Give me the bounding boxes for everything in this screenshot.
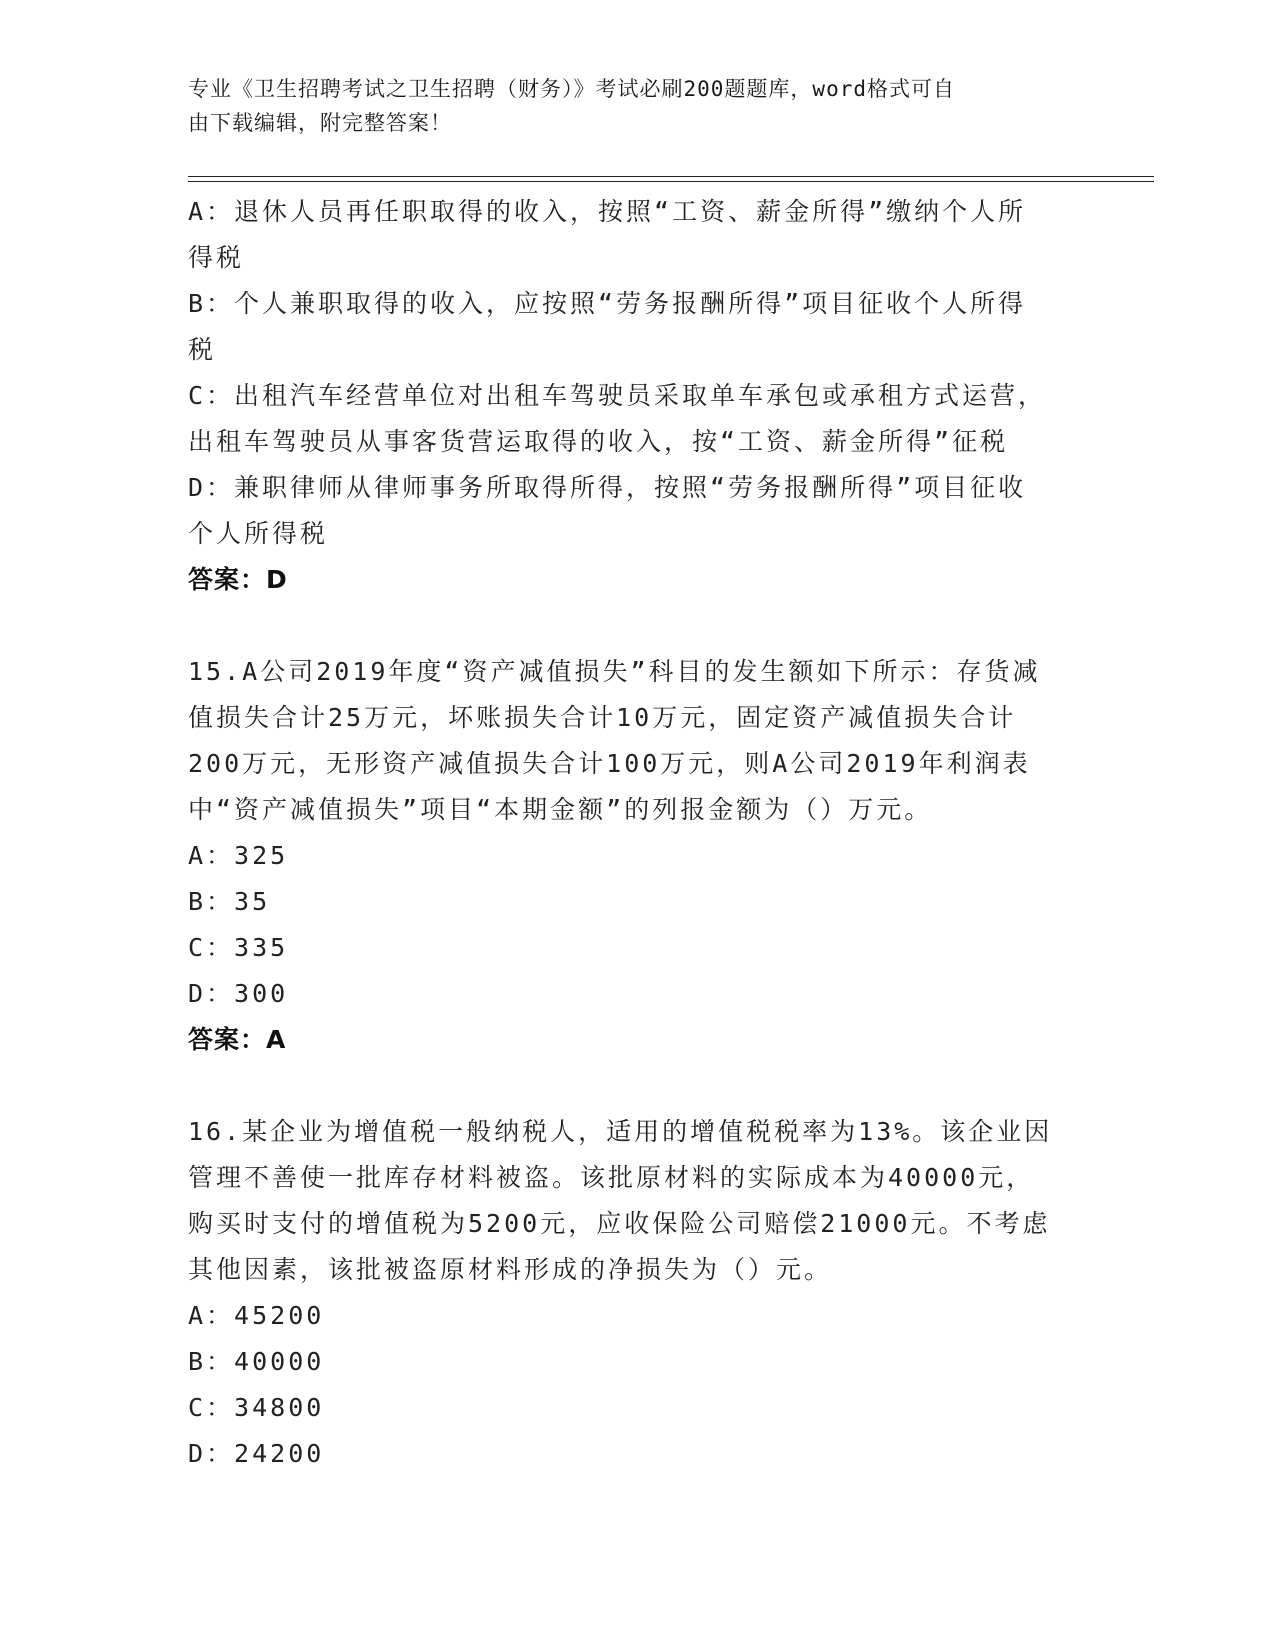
option-line: 税 xyxy=(188,335,217,364)
question-14 xyxy=(188,189,1088,603)
option-c: C：34800 xyxy=(188,1393,325,1422)
question-stem-line: 中“资产减值损失”项目“本期金额”的列报金额为（）万元。 xyxy=(188,795,933,824)
option-d xyxy=(188,465,1088,557)
option-b xyxy=(188,281,1088,373)
question-15 xyxy=(188,649,1088,1063)
option-line: C：出租汽车经营单位对出租车驾驶员采取单车承包或承租方式运营， xyxy=(188,381,1047,410)
option-b: B：35 xyxy=(188,887,271,916)
option-line: A：退休人员再任职取得的收入，按照“工资、薪金所得”缴纳个人所 xyxy=(188,197,1027,226)
question-16 xyxy=(188,1109,1088,1477)
question-stem-line: 管理不善使一批库存材料被盗。该批原材料的实际成本为40000元， xyxy=(188,1163,1035,1192)
spacer xyxy=(188,603,1088,649)
document-header xyxy=(188,72,1068,140)
answer-label: 答案：D xyxy=(188,565,288,594)
header-line-1: 专业《卫生招聘考试之卫生招聘（财务）》考试必刷200题题库，word格式可自 xyxy=(188,77,955,101)
option-line: D：兼职律师从律师事务所取得所得，按照“劳务报酬所得”项目征收 xyxy=(188,473,1027,502)
option-line: 出租车驾驶员从事客货营运取得的收入，按“工资、薪金所得”征税 xyxy=(188,427,1009,456)
question-stem-line: 200万元，无形资产减值损失合计100万元，则A公司2019年利润表 xyxy=(188,749,1031,778)
spacer xyxy=(188,1063,1088,1109)
question-stem-line: 16.某企业为增值税一般纳税人，适用的增值税税率为13%。该企业因 xyxy=(188,1117,1053,1146)
question-stem-line: 15.A公司2019年度“资产减值损失”科目的发生额如下所示：存货减 xyxy=(188,657,1041,686)
option-d: D：300 xyxy=(188,979,289,1008)
option-line: B：个人兼职取得的收入，应按照“劳务报酬所得”项目征收个人所得 xyxy=(188,289,1027,318)
question-stem-line: 值损失合计25万元，坏账损失合计10万元，固定资产减值损失合计 xyxy=(188,703,1017,732)
question-stem-line: 购买时支付的增值税为5200元，应收保险公司赔偿21000元。不考虑 xyxy=(188,1209,1051,1238)
header-divider-top xyxy=(188,176,1154,177)
answer-label: 答案：A xyxy=(188,1025,287,1054)
question-stem-line: 其他因素，该批被盗原材料形成的净损失为（）元。 xyxy=(188,1255,833,1284)
option-line: 得税 xyxy=(188,243,245,272)
option-b: B：40000 xyxy=(188,1347,325,1376)
header-divider-bottom xyxy=(188,181,1154,182)
option-line: 个人所得税 xyxy=(188,519,329,548)
option-c xyxy=(188,373,1088,465)
option-c: C：335 xyxy=(188,933,289,962)
header-line-2: 由下载编辑，附完整答案！ xyxy=(188,111,452,135)
option-d: D：24200 xyxy=(188,1439,325,1468)
option-a xyxy=(188,189,1088,281)
option-a: A：45200 xyxy=(188,1301,325,1330)
document-body xyxy=(188,189,1088,1477)
option-a: A：325 xyxy=(188,841,289,870)
